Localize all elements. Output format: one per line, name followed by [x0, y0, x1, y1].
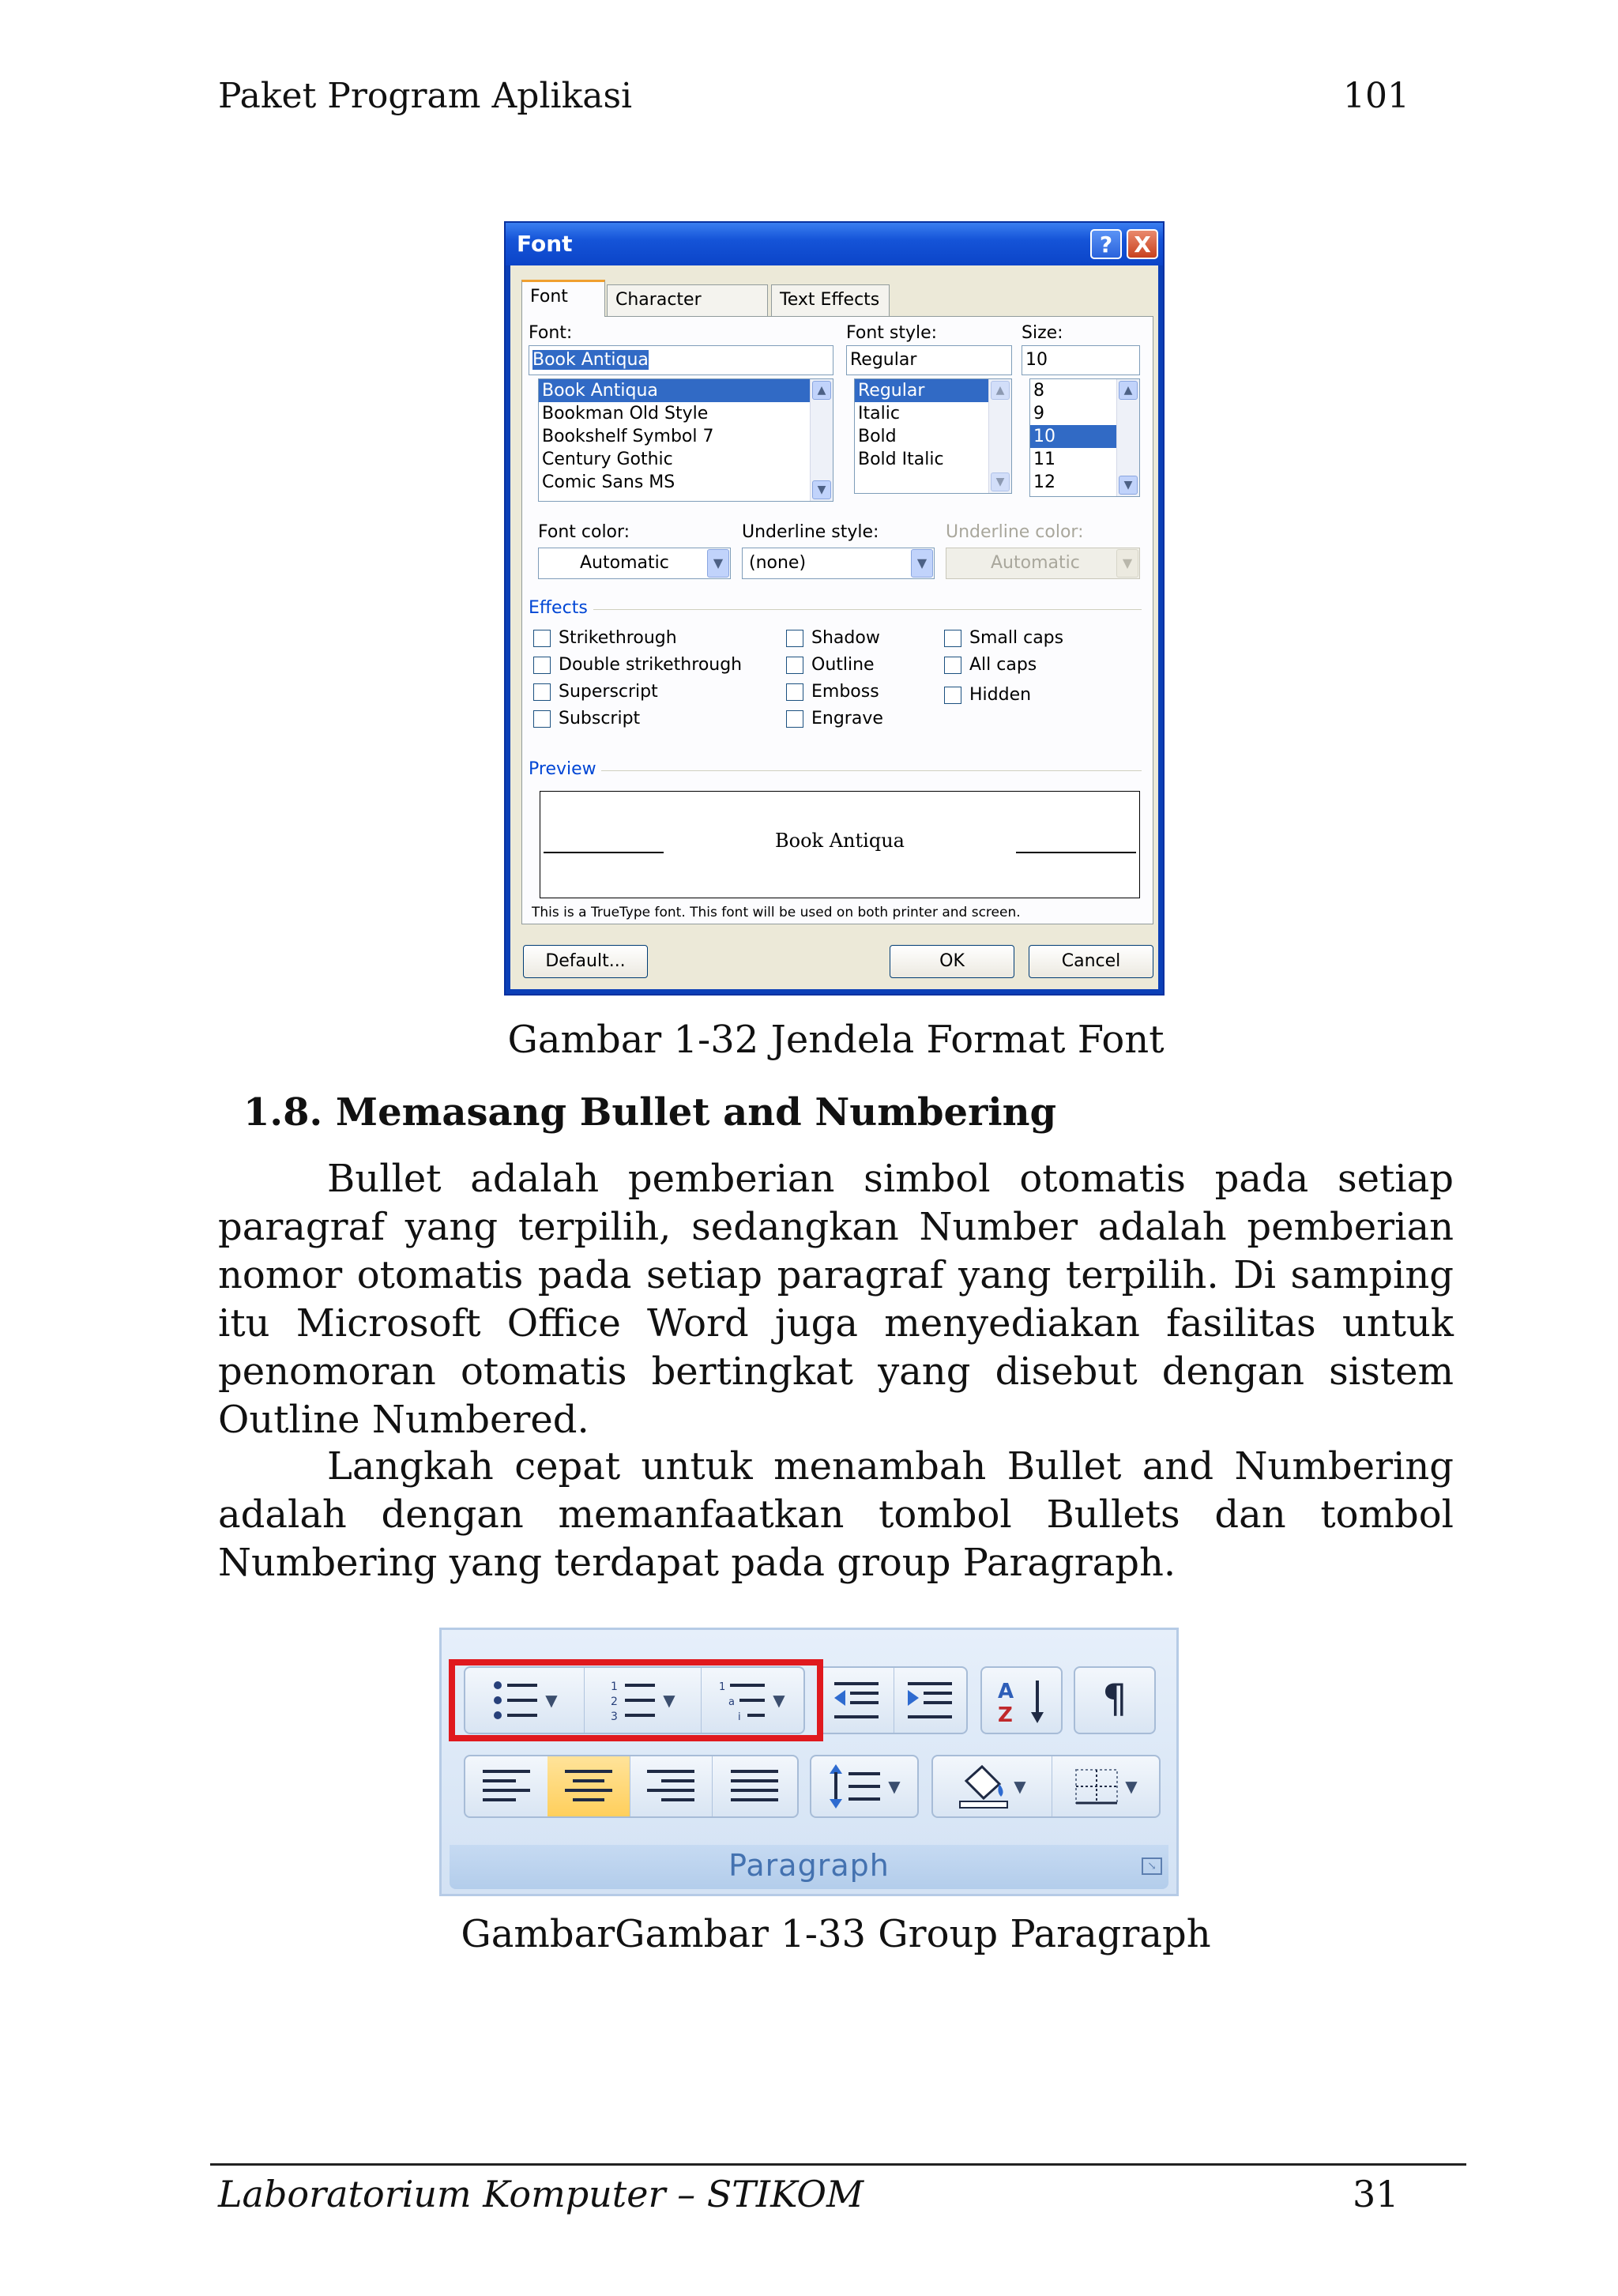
dialog-launcher-icon[interactable]: ↘ [1142, 1858, 1162, 1875]
chevron-down-icon[interactable]: ▼ [1125, 1777, 1138, 1796]
size-list[interactable] [1029, 378, 1140, 497]
svg-text:1: 1 [719, 1681, 726, 1693]
cancel-button[interactable]: Cancel [1029, 945, 1153, 978]
svg-text:1: 1 [611, 1681, 619, 1693]
underline-style-value: (none) [749, 553, 807, 573]
scroll-down-icon[interactable]: ▼ [1119, 476, 1138, 495]
svg-text:i: i [738, 1711, 741, 1722]
font-style-list[interactable] [854, 378, 1012, 494]
chevron-down-icon[interactable]: ▼ [707, 549, 729, 578]
preview-text: Book Antiqua [775, 830, 905, 852]
sort-button[interactable] [980, 1666, 1063, 1734]
font-style-label: Font style: [846, 323, 938, 343]
preview-box [540, 791, 1140, 898]
paragraph-group-footer [450, 1845, 1168, 1889]
scroll-up-icon[interactable]: ▲ [812, 381, 831, 400]
font-color-label: Font color: [538, 522, 630, 542]
outline-checkbox[interactable]: Outline [786, 653, 875, 677]
center-button[interactable] [547, 1756, 630, 1816]
tab-font[interactable]: Font [521, 280, 605, 317]
list-item[interactable]: Bold Italic [858, 450, 944, 469]
subscript-checkbox[interactable]: Subscript [533, 707, 640, 731]
chevron-down-icon[interactable]: ▼ [663, 1691, 675, 1710]
list-item[interactable]: Bookshelf Symbol 7 [542, 427, 714, 446]
small-caps-checkbox[interactable]: Small caps [944, 627, 1063, 650]
preview-underline-left [544, 852, 664, 853]
decrease-indent-icon [831, 1679, 882, 1722]
chevron-down-icon[interactable]: ▼ [545, 1691, 558, 1710]
tab-character-spacing[interactable]: Character [607, 284, 768, 316]
justify-button[interactable] [712, 1756, 797, 1816]
list-item[interactable]: 9 [1033, 404, 1044, 423]
size-input[interactable]: 10 [1022, 345, 1140, 375]
dialog-body [510, 265, 1158, 989]
list-item[interactable]: Bold [858, 427, 897, 446]
align-center-icon [563, 1768, 614, 1805]
footer-rule [210, 2163, 1466, 2166]
running-header-title: Paket Program Aplikasi [218, 76, 633, 116]
align-left-button[interactable] [465, 1756, 548, 1816]
decrease-indent-button[interactable] [819, 1668, 894, 1733]
pilcrow-icon: ¶ [1102, 1676, 1127, 1722]
font-color-select[interactable] [538, 548, 731, 579]
paint-bucket-icon [958, 1763, 1009, 1809]
list-item[interactable]: Book Antiqua [539, 379, 811, 402]
preview-group-label: Preview [529, 759, 596, 779]
alignment-buttons-group [464, 1755, 799, 1818]
font-tab-panel [521, 316, 1153, 924]
size-list-scrollbar[interactable] [1116, 379, 1139, 496]
list-item[interactable]: Comic Sans MS [542, 472, 675, 492]
running-header-page: 101 [1343, 76, 1409, 116]
shading-button[interactable] [933, 1756, 1052, 1816]
scroll-up-icon[interactable]: ▲ [1119, 381, 1138, 400]
divider [601, 770, 1142, 771]
preview-underline-right [1016, 852, 1136, 853]
size-label: Size: [1022, 323, 1063, 343]
tab-text-effects[interactable]: Text Effects [771, 284, 890, 316]
figure-caption-1: Gambar 1-32 Jendela Format Font [507, 1018, 1165, 1062]
list-item[interactable]: 12 [1033, 472, 1055, 492]
chevron-down-icon[interactable]: ▼ [888, 1777, 901, 1796]
list-item[interactable]: 11 [1033, 450, 1055, 469]
align-right-icon [645, 1768, 696, 1805]
underline-color-value: Automatic [991, 553, 1080, 573]
line-spacing-cell[interactable] [811, 1756, 917, 1816]
font-dialog [504, 221, 1165, 996]
line-spacing-button[interactable] [810, 1755, 919, 1818]
strikethrough-checkbox[interactable]: Strikethrough [533, 627, 677, 650]
scroll-down-icon[interactable]: ▼ [991, 472, 1010, 491]
list-item[interactable]: Italic [858, 404, 900, 423]
show-formatting-marks-button[interactable] [1074, 1666, 1156, 1734]
list-item[interactable]: Century Gothic [542, 450, 673, 469]
body-paragraph-2: Langkah cepat untuk menambah Bullet and Numbering adalah dengan memanfaatkan tombol Bullets dan tombol Numbering yang terdapat pada group Paragraph. [218, 1444, 1454, 1585]
font-name-value: Book Antiqua [532, 350, 649, 370]
default-button[interactable]: Default... [523, 945, 648, 978]
highlight-box [449, 1659, 823, 1741]
underline-style-select[interactable] [742, 548, 935, 579]
chevron-down-icon[interactable]: ▼ [773, 1691, 785, 1710]
superscript-checkbox[interactable]: Superscript [533, 680, 658, 704]
shadow-checkbox[interactable]: Shadow [786, 627, 880, 650]
paragraph-group-label: Paragraph [728, 1848, 890, 1883]
chevron-down-icon[interactable]: ▼ [1014, 1777, 1026, 1796]
dialog-titlebar [506, 223, 1163, 265]
increase-indent-button[interactable] [894, 1668, 966, 1733]
body-paragraph-1: Bullet adalah pemberian simbol otomatis pada setiap paragraf yang terpilih, sedangkan Number adalah pemberian nomor otomatis pada setiap paragraf yang terpilih. Di samping itu Microsoft Office Word juga menyediakan fasilitas untuk penomoran otomatis bertingkat yang disebut dengan sistem Outline Numbered. [218, 1157, 1454, 1442]
line-spacing-icon [828, 1763, 883, 1810]
list-item[interactable]: Bookman Old Style [542, 404, 709, 423]
font-label: Font: [529, 323, 573, 343]
truetype-note: This is a TrueType font. This font will be used on both printer and screen. [532, 905, 1021, 920]
svg-text:A: A [998, 1680, 1014, 1703]
svg-text:Z: Z [998, 1703, 1013, 1725]
emboss-checkbox[interactable]: Emboss [786, 680, 879, 704]
font-name-list[interactable] [538, 378, 833, 502]
font-list-scrollbar[interactable] [810, 379, 833, 501]
scroll-up-icon[interactable]: ▲ [991, 381, 1010, 400]
borders-icon [1073, 1767, 1120, 1806]
borders-button[interactable] [1052, 1756, 1159, 1816]
double-strikethrough-checkbox[interactable]: Double strikethrough [533, 653, 742, 677]
style-list-scrollbar[interactable] [988, 379, 1011, 493]
figure-caption-2: GambarGambar 1-33 Group Paragraph [461, 1912, 1211, 1956]
font-color-value: Automatic [580, 553, 669, 573]
footer-page-number: 31 [1353, 2173, 1399, 2215]
hidden-checkbox[interactable]: Hidden [944, 683, 1031, 707]
font-name-input[interactable] [529, 345, 833, 375]
increase-indent-icon [905, 1679, 955, 1722]
chevron-down-icon: ▼ [1116, 549, 1138, 578]
effects-group-label: Effects [529, 598, 588, 618]
underline-color-select [946, 548, 1140, 579]
svg-text:3: 3 [611, 1711, 619, 1722]
align-right-button[interactable] [630, 1756, 713, 1816]
divider [593, 609, 1142, 610]
list-item[interactable]: 8 [1033, 381, 1044, 401]
list-item[interactable]: Regular [855, 379, 989, 402]
underline-color-label: Underline color: [946, 522, 1084, 542]
chevron-down-icon[interactable]: ▼ [911, 549, 933, 578]
svg-text:a: a [728, 1696, 736, 1708]
footer-text: Laboratorium Komputer – STIKOM [218, 2173, 864, 2215]
shading-borders-group [931, 1755, 1161, 1818]
indent-buttons-group [818, 1666, 968, 1734]
font-style-input[interactable]: Regular [846, 345, 1012, 375]
underline-style-label: Underline style: [742, 522, 879, 542]
svg-text:2: 2 [611, 1696, 619, 1708]
align-left-icon [481, 1768, 532, 1805]
justify-icon [729, 1768, 780, 1805]
ok-button[interactable]: OK [890, 945, 1014, 978]
close-button[interactable]: X [1127, 229, 1158, 259]
help-button[interactable]: ? [1090, 229, 1122, 259]
all-caps-checkbox[interactable]: All caps [944, 653, 1037, 677]
sort-az-icon [996, 1677, 1050, 1725]
section-heading: 1.8. Memasang Bullet and Numbering [243, 1090, 1057, 1135]
scroll-down-icon[interactable]: ▼ [812, 480, 831, 499]
dialog-title: Font [517, 231, 573, 257]
engrave-checkbox[interactable]: Engrave [786, 707, 883, 731]
list-item[interactable]: 10 [1030, 425, 1117, 448]
